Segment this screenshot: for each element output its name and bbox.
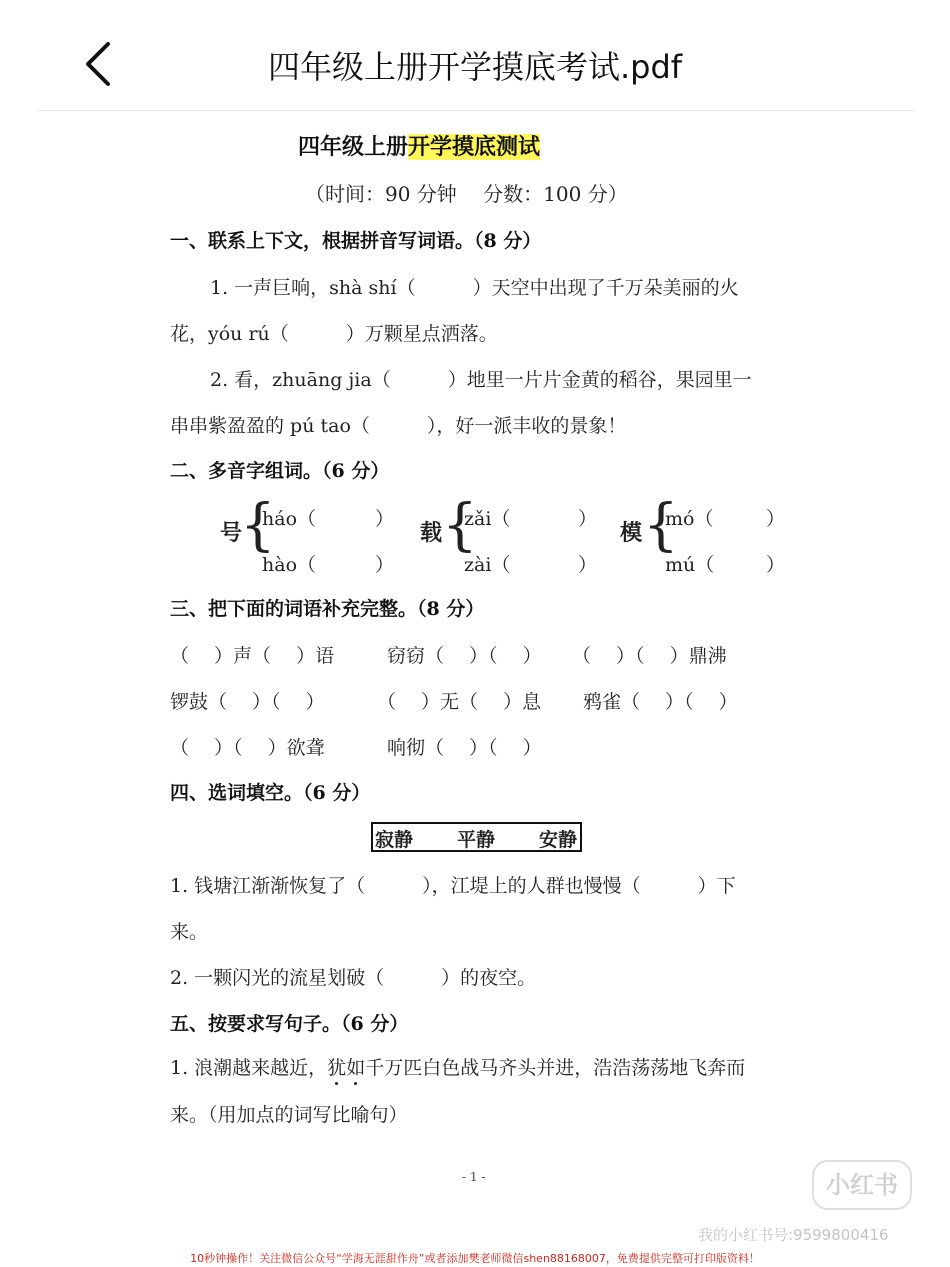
doc-title-highlight: 开学摸底测试 bbox=[408, 134, 541, 160]
idiom-item: 窃窃（ ）（ ） bbox=[387, 645, 542, 667]
pinyin-a: háo（ bbox=[262, 508, 317, 530]
section3-heading: 三、把下面的词语补充完整。（8 分） bbox=[170, 598, 485, 620]
idiom-item: 锣鼓（ ）（ ） bbox=[170, 691, 325, 713]
word-option: 寂静 bbox=[375, 829, 414, 851]
idiom-item: （ ）声（ ）语 bbox=[170, 645, 335, 667]
section4-line: 1. 钱塘江渐渐恢复了（ ），江堤上的人群也慢慢（ ）下 bbox=[170, 875, 736, 897]
section1-line: 2. 看，zhuāng jia（ ）地里一片片金黄的稻谷，果园里一 bbox=[210, 369, 752, 391]
idiom-item: （ ）（ ）欲聋 bbox=[170, 737, 325, 759]
section1-line: 花，yóu rú（ ）万颗星点洒落。 bbox=[170, 323, 498, 345]
doc-title bbox=[298, 130, 540, 161]
section5-line bbox=[170, 1053, 745, 1080]
app-bar bbox=[0, 0, 950, 110]
footer-notice: 10秒钟操作！关注微信公众号“学海无涯甜作舟”或者添加樊老师微信shen88168007，免费提供完整可打印版资料！ bbox=[190, 1252, 760, 1265]
divider bbox=[38, 110, 914, 111]
polyphone-char: 号 bbox=[220, 520, 243, 546]
sentence-text: 千万匹白色战马齐头并进，浩浩荡荡地飞奔而 bbox=[365, 1057, 746, 1079]
dotted-char: 如 bbox=[346, 1057, 366, 1079]
doc-meta: （时间：90 分钟 分数：100 分） bbox=[305, 182, 628, 206]
paren-close: ） bbox=[766, 554, 786, 576]
pinyin-b: zài（ bbox=[464, 554, 511, 576]
section1-heading: 一、联系上下文，根据拼音写词语。（8 分） bbox=[170, 230, 542, 252]
dotted-char: 犹 bbox=[327, 1057, 347, 1079]
pinyin-b: hào（ bbox=[262, 554, 317, 576]
doc-title-plain: 四年级上册 bbox=[298, 134, 409, 160]
section2-heading: 二、多音字组词。（6 分） bbox=[170, 460, 390, 482]
section5-line: 来。（用加点的词写比喻句） bbox=[170, 1104, 408, 1126]
paren-close: ） bbox=[375, 508, 395, 530]
pinyin-b: mú（ bbox=[665, 554, 715, 576]
paren-close: ） bbox=[766, 508, 786, 530]
idiom-item: （ ）无（ ）息 bbox=[377, 691, 542, 713]
paren-close: ） bbox=[375, 554, 395, 576]
brace-icon: { bbox=[442, 493, 478, 558]
polyphone-char: 模 bbox=[620, 520, 643, 546]
section4-line: 2. 一颗闪光的流星划破（ ）的夜空。 bbox=[170, 967, 537, 989]
section4-heading: 四、选词填空。（6 分） bbox=[170, 782, 371, 804]
watermark-id: 我的小红书号:9599800416 bbox=[698, 1226, 889, 1244]
word-option: 平静 bbox=[457, 829, 496, 851]
section5-heading: 五、按要求写句子。（6 分） bbox=[170, 1013, 409, 1035]
page-number: - 1 - bbox=[462, 1170, 486, 1184]
section1-line: 串串紫盈盈的 pú tao（ ），好一派丰收的景象！ bbox=[170, 415, 627, 437]
idiom-item: 响彻（ ）（ ） bbox=[387, 737, 542, 759]
word-bank bbox=[371, 822, 582, 852]
polyphone-char: 载 bbox=[420, 520, 443, 546]
paren-close: ） bbox=[578, 554, 598, 576]
word-option: 安静 bbox=[539, 829, 578, 851]
paren-close: ） bbox=[578, 508, 598, 530]
section4-line: 来。 bbox=[170, 921, 209, 943]
idiom-item: （ ）（ ）鼎沸 bbox=[572, 645, 727, 667]
app-title: 四年级上册开学摸底考试.pdf bbox=[267, 48, 683, 86]
pinyin-a: zǎi（ bbox=[464, 508, 511, 530]
idiom-item: 鸦雀（ ）（ ） bbox=[583, 691, 738, 713]
watermark-logo: 小红书 bbox=[812, 1160, 912, 1210]
sentence-text: 1. 浪潮越来越近， bbox=[170, 1057, 328, 1079]
pinyin-a: mó（ bbox=[665, 508, 714, 530]
brace-icon: { bbox=[240, 493, 276, 558]
brace-icon: { bbox=[643, 493, 679, 558]
section1-line: 1. 一声巨响，shà shí（ ）天空中出现了千万朵美丽的火 bbox=[210, 277, 739, 299]
